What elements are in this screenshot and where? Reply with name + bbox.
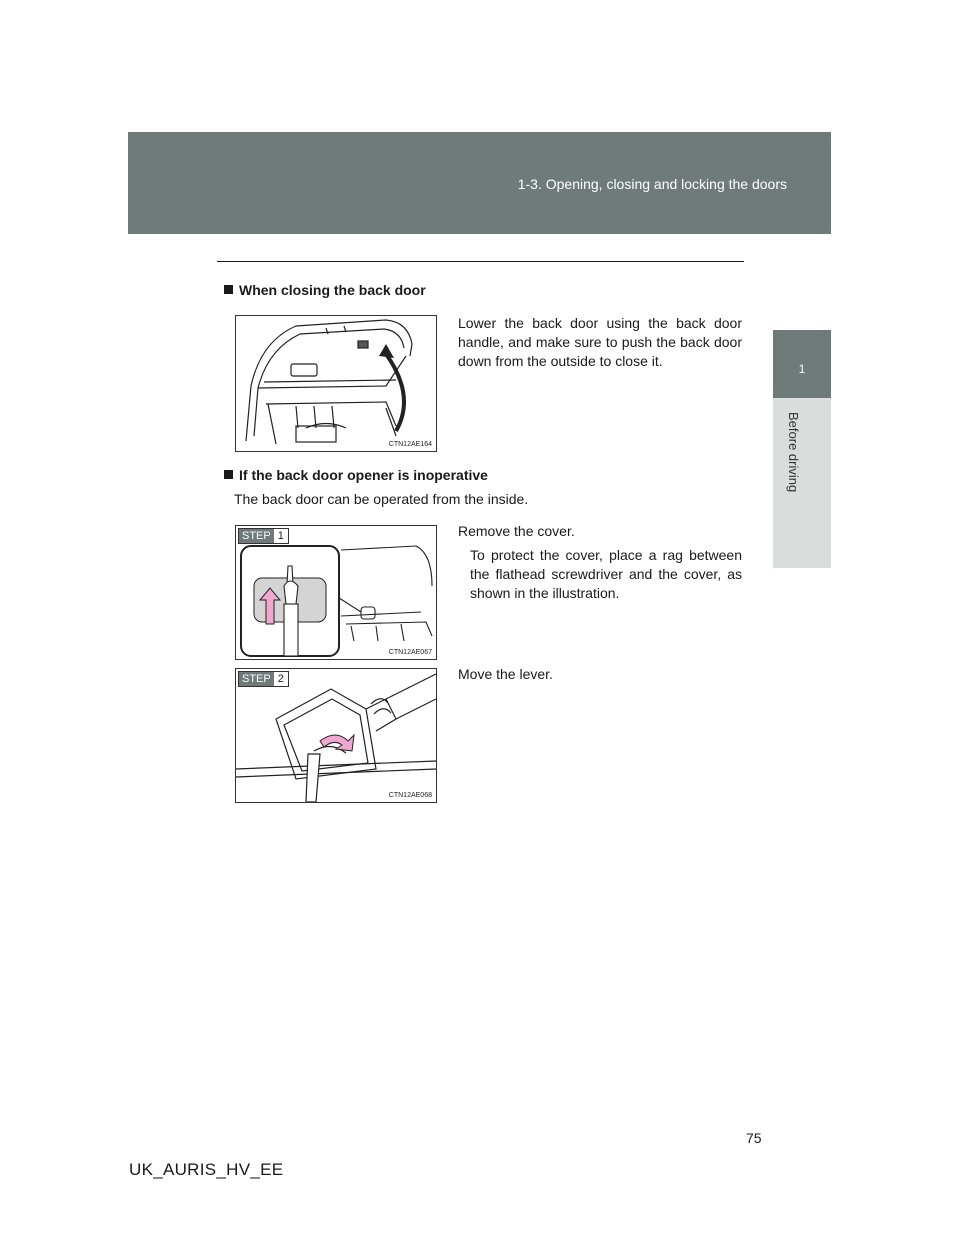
figure-code: CTN12AE068 xyxy=(388,792,432,799)
step-1-note: To protect the cover, place a rag between the flathead screwdriver and the cover, as shown in the illustration. xyxy=(470,547,742,601)
heading-opener-inoperative: If the back door opener is inoperative xyxy=(224,467,488,483)
inoperative-intro: The back door can be operated from the inside. xyxy=(234,491,529,507)
figure-step-1 xyxy=(235,525,437,660)
step-2-badge: STEP 2 xyxy=(238,671,289,687)
chapter-number: 1 xyxy=(798,362,806,376)
section-title: 1-3. Opening, closing and locking the doors xyxy=(517,176,787,192)
document-code: UK_AURIS_HV_EE xyxy=(129,1160,284,1179)
step-1-badge: STEP 1 xyxy=(238,528,289,544)
remove-cover-illustration xyxy=(236,526,436,659)
bullet-square-icon xyxy=(224,470,233,479)
bullet-square-icon xyxy=(224,285,233,294)
back-door-open-illustration xyxy=(236,316,436,451)
figure-code: CTN12AE164 xyxy=(388,441,432,448)
page-number: 75 xyxy=(746,1130,762,1146)
figure-step-2 xyxy=(235,668,437,803)
chapter-title: Before driving xyxy=(786,412,801,493)
section-header-bar xyxy=(128,132,831,234)
step-1-text: Remove the cover. xyxy=(458,523,575,539)
chapter-tab-label xyxy=(773,398,831,568)
top-rule xyxy=(217,261,744,262)
figure-closing-back-door xyxy=(235,315,437,452)
closing-instructions: Lower the back door using the back door handle, and make sure to push the back door down from the outside to close it. xyxy=(458,315,742,369)
figure-code: CTN12AE067 xyxy=(388,649,432,656)
chapter-tab xyxy=(773,330,831,398)
heading-closing-back-door: When closing the back door xyxy=(224,282,426,298)
step-2-text: Move the lever. xyxy=(458,666,553,682)
move-lever-illustration xyxy=(236,669,436,802)
